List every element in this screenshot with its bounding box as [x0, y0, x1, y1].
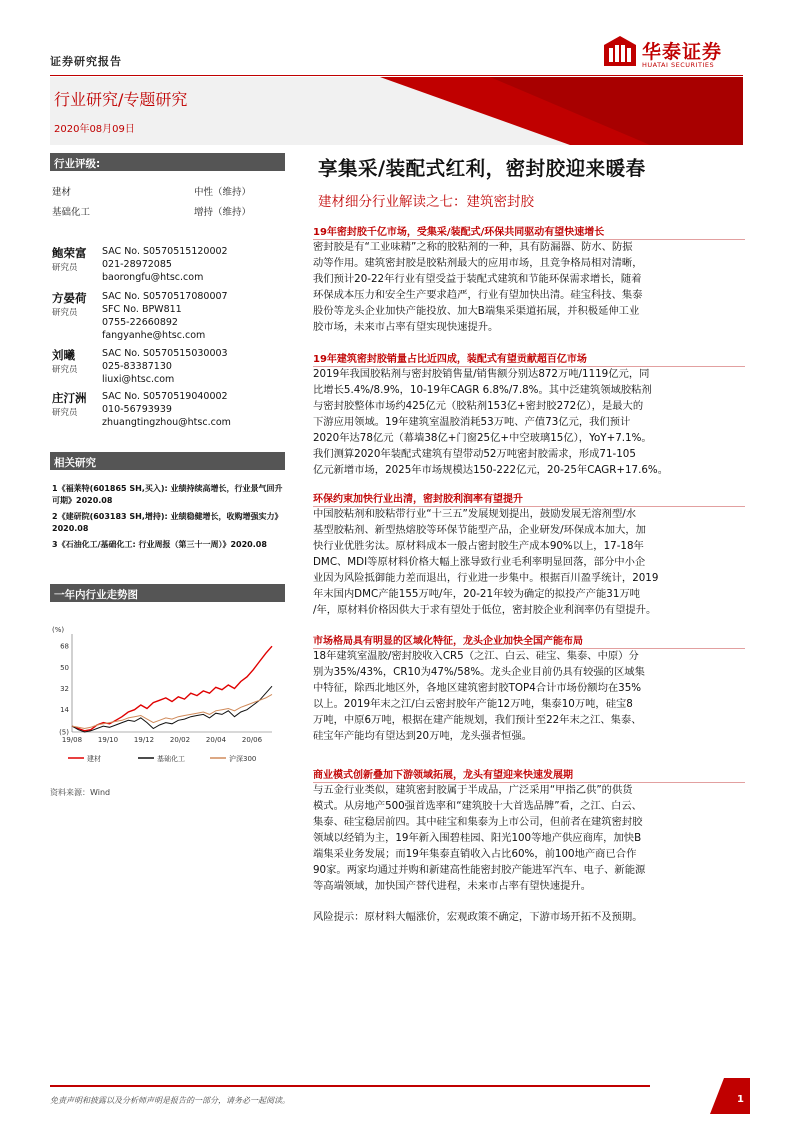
report-category: 行业研究/专题研究 [54, 90, 188, 109]
logo-english-text: HUATAI SECURITIES [642, 61, 715, 69]
paragraph-line: 下游应用领域。19年建筑室温胶消耗53万吨、产值73亿元，我们预计 [313, 416, 631, 428]
analyst-role: 研究员 [52, 263, 78, 273]
paragraph-line: 股份等龙头企业加快产能投放、加大B端集采渠道拓展，并积极延伸工业 [313, 305, 640, 317]
trend-heading: 一年内行业走势图 [50, 584, 285, 602]
logo-mark-icon [604, 36, 636, 66]
paragraph-line: /年，原材料价格因供大于求有望处于低位，密封胶企业利润率仍有望提升。 [313, 604, 657, 616]
section-heading: 环保约束加快行业出清，密封胶利润率有望提升 [313, 490, 745, 507]
footer-rule [50, 1085, 650, 1087]
section-paragraph [313, 239, 745, 335]
industry-trend-chart [50, 620, 285, 775]
paragraph-line: 比增长5.4%/8.9%，10-19年CAGR 6.8%/7.8%。其中泛建筑领域胶粘剂 [313, 384, 652, 396]
report-date: 2020年08月09日 [54, 124, 135, 135]
rating-value: 中性（维持） [194, 187, 252, 198]
analyst-email[interactable]: fangyanhe@htsc.com [102, 330, 206, 341]
analyst-sac: SAC No. S0570515120002 [102, 246, 228, 257]
related-heading: 相关研究 [50, 452, 285, 470]
chart-y-unit: (%) [52, 626, 65, 634]
section-paragraph [313, 782, 745, 894]
analyst-role: 研究员 [52, 365, 78, 375]
header-rule [50, 75, 743, 76]
analyst-sac: SAC No. S0570517080007 [102, 291, 228, 302]
paragraph-line: 等高端领域，加快国产替代进程，未来市占率有望快速提升。 [313, 880, 592, 892]
rating-heading: 行业评级: [50, 153, 285, 171]
paragraph-line: 90家。两家均通过并购和新建高性能密封胶产能进军汽车、电子、新能源 [313, 864, 646, 876]
paragraph-line: 集泰、硅宝稳居前四。其中硅宝和集泰为上市公司，但前者在建筑密封胶 [313, 816, 643, 828]
analyst-phone: 025-83387130 [102, 361, 172, 372]
analyst-name: 刘曦 [52, 348, 75, 362]
paragraph-line: 别为35%/43%，CR10为47%/58%。龙头企业目前仍具有较强的区域集 [313, 666, 645, 678]
chart-x-tick-label: 20/04 [205, 736, 227, 744]
paragraph-line: 与五金行业类似，建筑密封胶属于半成品，广泛采用“甲指乙供”的供货 [313, 784, 633, 796]
paragraph-line: 18年建筑室温胶/密封胶收入CR5（之江、白云、硅宝、集泰、中原）分 [313, 650, 639, 662]
report-title: 享集采/装配式红利，密封胶迎来暖春 [318, 157, 646, 180]
rating-row [52, 204, 282, 218]
chart-series-line [72, 686, 272, 732]
paragraph-line: DMC、MDI等原材料价格大幅上涨导致行业毛利率明显回落，部分中小企 [313, 556, 646, 568]
chart-y-tick-label: 50 [60, 663, 69, 672]
related-report[interactable]: 2《建研院(603183 SH,增持): 业绩稳健增长，收购增强实力》2020.08 [52, 512, 283, 533]
chart-x-tick-label: 19/12 [133, 736, 155, 744]
paragraph-line: 2019年我国胶粘剂与密封胶销售量/销售额分别达872万吨/1119亿元，同 [313, 368, 650, 380]
section-heading: 商业模式创新叠加下游领域拓展，龙头有望迎来快速发展期 [313, 766, 745, 783]
paragraph-line: 硅宝年产能均有望达到20万吨，龙头强者恒强。 [313, 730, 533, 742]
paragraph-line: 年末国内DMC产能155万吨/年，20-21年较为确定的拟投产产能31万吨 [313, 588, 640, 600]
page-number: 1 [737, 1094, 744, 1105]
section-heading: 19年密封胶千亿市场，受集采/装配式/环保共同驱动有望快速增长 [313, 223, 745, 240]
paragraph-line: 密封胶是有“工业味精”之称的胶粘剂的一种，具有防漏器、防水、防振 [313, 241, 633, 253]
section-paragraph [313, 506, 745, 618]
paragraph-line: 2020年达78亿元（幕墙38亿+门窗25亿+中空玻璃15亿），YoY+7.1%。 [313, 432, 652, 444]
paragraph-line: 以上。2019年末之江/白云密封胶年产能12万吨，集泰10万吨，硅宝8 [313, 698, 633, 710]
analyst-role: 研究员 [52, 308, 78, 318]
analyst-name: 方晏荷 [52, 291, 87, 305]
related-report[interactable]: 3《石油化工/基础化工: 行业周报（第三十一周）》2020.08 [52, 540, 267, 549]
chart-legend-label: 沪深300 [229, 755, 257, 763]
chart-x-tick-label: 19/10 [97, 736, 119, 744]
paragraph-line: 环保成本压力和安全生产要求趋严，行业有望加快出清。硅宝科技、集泰 [313, 289, 643, 301]
paragraph-line: 胶市场，未来市占率有望实现快速提升。 [313, 321, 499, 333]
doc-label: 证券研究报告 [50, 55, 122, 68]
chart-y-tick-label: 32 [60, 685, 69, 694]
analyst-sfc: SFC No. BPW811 [102, 304, 182, 315]
paragraph-line: 基型胶粘剂、新型热熔胶等环保节能型产品，企业研发/环保成本加大，加 [313, 524, 646, 536]
rating-industry: 基础化工 [52, 207, 91, 218]
chart-y-tick-label: (5) [59, 728, 69, 737]
section-heading: 19年建筑密封胶销量占比近四成，装配式有望贡献超百亿市场 [313, 350, 745, 367]
analyst-sac: SAC No. S0570519040002 [102, 391, 228, 402]
analyst-phone: 010-56793939 [102, 404, 172, 415]
company-logo [604, 36, 744, 76]
analyst-phone: 021-28972085 [102, 259, 172, 270]
footer-disclaimer: 免责声明和披露以及分析师声明是报告的一部分，请务必一起阅读。 [50, 1096, 290, 1105]
paragraph-line: 亿元新增市场，2025年市场规模达150-222亿元，20-25年CAGR+17.6%。 [313, 464, 669, 476]
paragraph-line: 我们预计20-22年行业有望受益于装配式建筑和节能环保需求增长，随着 [313, 273, 642, 285]
chart-x-tick-label: 19/08 [61, 736, 83, 744]
analyst-email[interactable]: liuxi@htsc.com [102, 374, 175, 385]
chart-legend-label: 基础化工 [157, 755, 185, 763]
chart-x-tick-label: 20/06 [241, 736, 263, 744]
analyst-email[interactable]: zhuangtingzhou@htsc.com [102, 417, 231, 428]
section-paragraph [313, 648, 745, 744]
logo-chinese-text: 华泰证券 [642, 41, 723, 63]
rating-industry: 建材 [52, 187, 72, 198]
paragraph-line: 端集采业务发展；而19年集泰直销收入占比60%，前100地产商已合作 [313, 848, 637, 860]
analyst-phone: 0755-22660892 [102, 317, 178, 328]
chart-source: 资料来源：Wind [50, 788, 111, 797]
paragraph-line: 中国胶粘剂和胶粘带行业“十三五”发展规划提出，鼓励发展无溶剂型/水 [313, 508, 637, 520]
report-subtitle: 建材细分行业解读之七：建筑密封胶 [318, 194, 534, 210]
analyst-role: 研究员 [52, 408, 78, 418]
paragraph-line: 领域以经销为主，19年新入围碧桂园、阳光100等地产供应商库，加快B [313, 832, 642, 844]
analyst-sac: SAC No. S0570515030003 [102, 348, 228, 359]
paragraph-line: 与密封胶整体市场约425亿元（胶粘剂153亿+密封胶272亿），是最大的 [313, 400, 644, 412]
risk-warning: 风险提示：原材料大幅涨价，宏观政策不确定，下游市场开拓不及预期。 [313, 911, 643, 923]
rating-row [52, 184, 282, 198]
rating-value: 增持（维持） [194, 207, 252, 218]
chart-x-tick-label: 20/02 [169, 736, 191, 744]
chart-series-line [72, 646, 272, 731]
analyst-email[interactable]: baorongfu@htsc.com [102, 272, 204, 283]
analyst-name: 鲍荣富 [52, 246, 87, 260]
page-number-badge [710, 1078, 750, 1114]
paragraph-line: 我们测算2020年装配式建筑有望带动52万吨密封胶需求，形成71-105 [313, 448, 636, 460]
paragraph-line: 动等作用。建筑密封胶是胶粘剂最大的应用市场，且竞争格局相对清晰， [313, 257, 643, 269]
paragraph-line: 模式。从房地产500强首选率和“建筑胶十大首选品牌”看，之江、白云、 [313, 800, 642, 812]
paragraph-line: 快行业优胜劣汰。原材料成本一般占密封胶生产成本90%以上，17-18年 [313, 540, 644, 552]
paragraph-line: 中特征，除西北地区外，各地区建筑密封胶TOP4合计市场份额均在35% [313, 682, 642, 694]
chart-y-tick-label: 68 [60, 642, 69, 651]
paragraph-line: 万吨，中原6万吨，根据在建产能规划，我们预计至22年末之江、集泰、 [313, 714, 642, 726]
related-report[interactable]: 1《福莱特(601865 SH,买入): 业绩持续高增长，行业景气回升可期》2020.08 [52, 484, 283, 505]
paragraph-line: 业因为风险抵御能力差而退出，行业进一步集中。根据百川盈孚统计，2019 [313, 572, 659, 584]
analyst-name: 庄汀洲 [52, 391, 87, 405]
chart-legend-label: 建材 [87, 755, 101, 763]
section-heading: 市场格局具有明显的区域化特征，龙头企业加快全国产能布局 [313, 632, 745, 649]
chart-y-tick-label: 14 [60, 706, 69, 715]
section-paragraph [313, 366, 745, 478]
